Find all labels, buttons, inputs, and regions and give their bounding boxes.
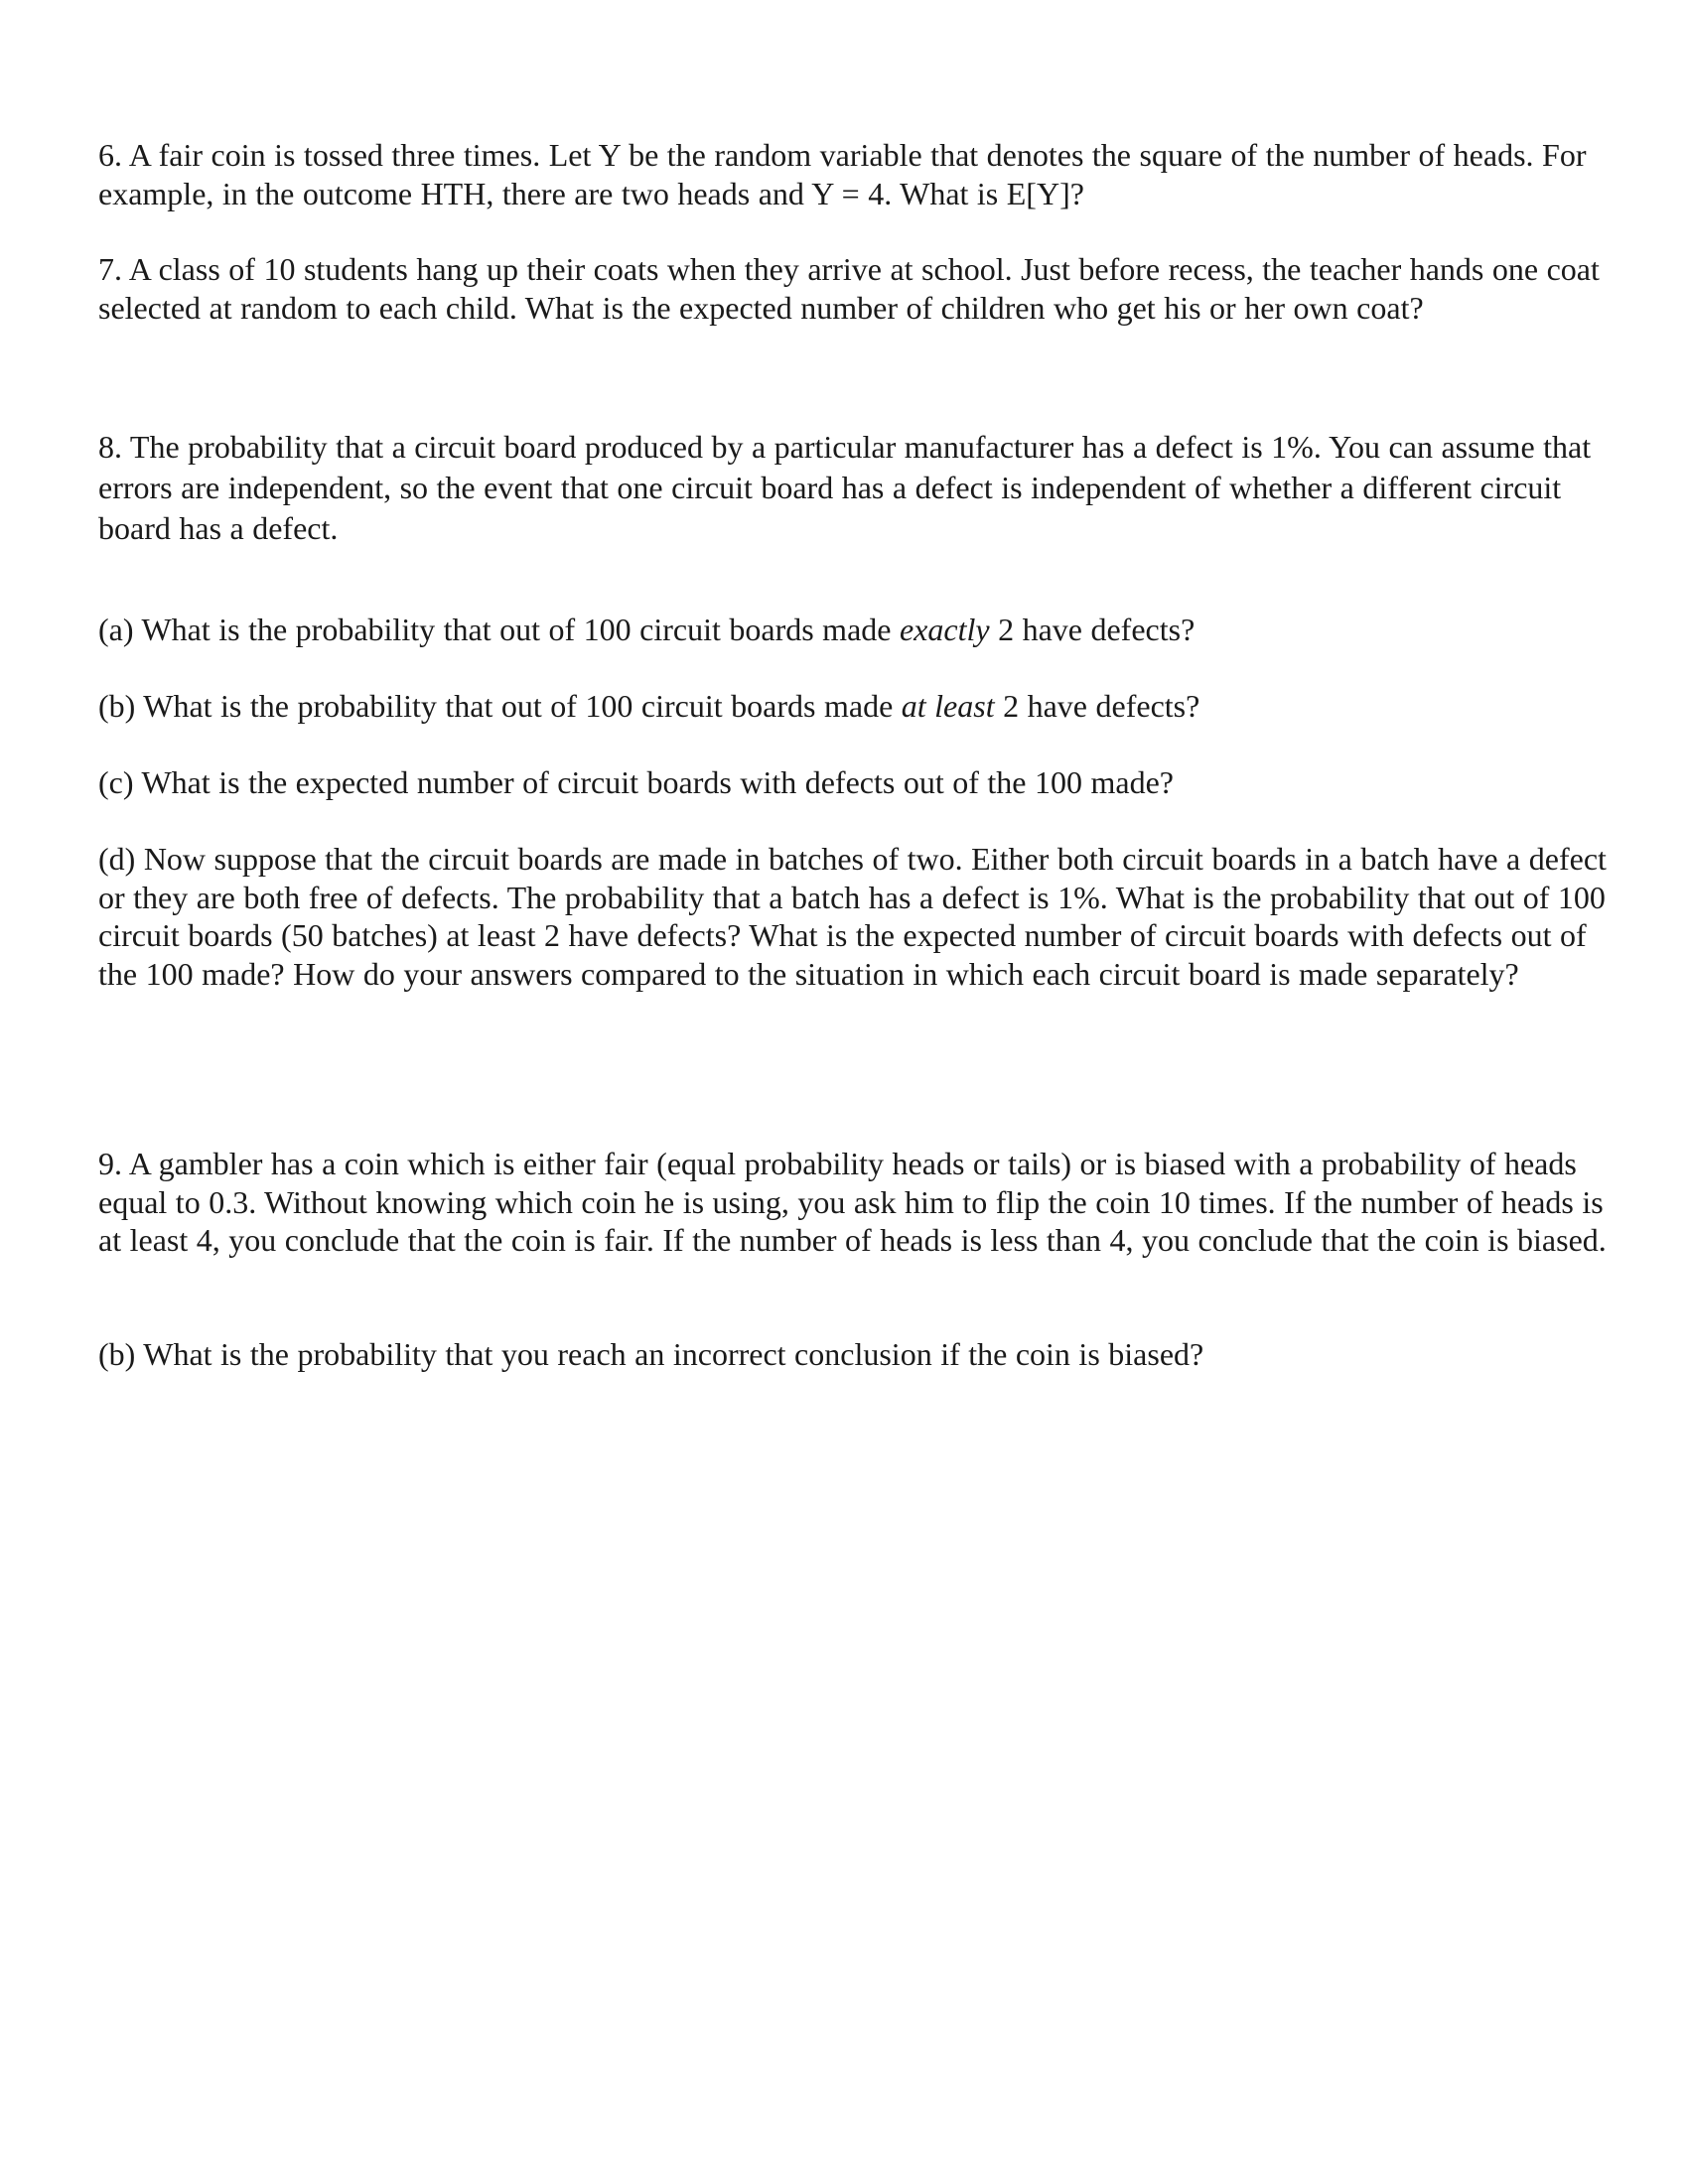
problem-8b-after: 2 have defects? <box>994 688 1200 724</box>
problem-8a-before: (a) What is the probability that out of 100 circuit boards made <box>98 612 900 647</box>
problem-8b <box>98 687 1608 726</box>
problem-6: 6. A fair coin is tossed three times. Let Y be the random variable that denotes the square of the number of heads. For example, in the outcome HTH, there are two heads and Y = 4. What is E[Y]? <box>98 137 1587 211</box>
problem-8b-before: (b) What is the probability that out of 100 circuit boards made <box>98 688 902 724</box>
problem-8a-emphasis: exactly <box>899 612 990 647</box>
problem-8b-emphasis: at least <box>901 688 995 724</box>
problem-8c: (c) What is the expected number of circuit boards with defects out of the 100 made? <box>98 764 1174 800</box>
problem-8-intro: 8. The probability that a circuit board produced by a particular manufacturer has a defect is 1%. You can assume that errors are independent, so the event that one circuit board has a defect is independent of whether a different circuit board has a defect. <box>98 429 1592 546</box>
problem-8a-after: 2 have defects? <box>989 612 1196 647</box>
problem-7: 7. A class of 10 students hang up their coats when they arrive at school. Just before recess, the teacher hands one coat selected at random to each child. What is the expected number of children who get his or her own coat? <box>98 251 1600 326</box>
problem-9-intro: 9. A gambler has a coin which is either fair (equal probability heads or tails) or is biased with a probability of heads equal to 0.3. Without knowing which coin he is using, you ask him to flip the coin 10 times. If the number of heads is at least 4, you conclude that the coin is fair. If the number of heads is less than 4, you conclude that the coin is biased. <box>98 1146 1607 1258</box>
problem-8d: (d) Now suppose that the circuit boards are made in batches of two. Either both circuit boards in a batch have a defect or they are both free of defects. The probability that a batch has a defect is 1%. What is the probability that out of 100 circuit boards (50 batches) at least 2 have defects? What is the expected number of circuit boards with defects out of the 100 made? How do your answers compared to the situation in which each circuit board is made separately? <box>98 841 1607 992</box>
problem-9b: (b) What is the probability that you reach an incorrect conclusion if the coin is biased? <box>98 1336 1204 1372</box>
problem-8a <box>98 611 1608 649</box>
